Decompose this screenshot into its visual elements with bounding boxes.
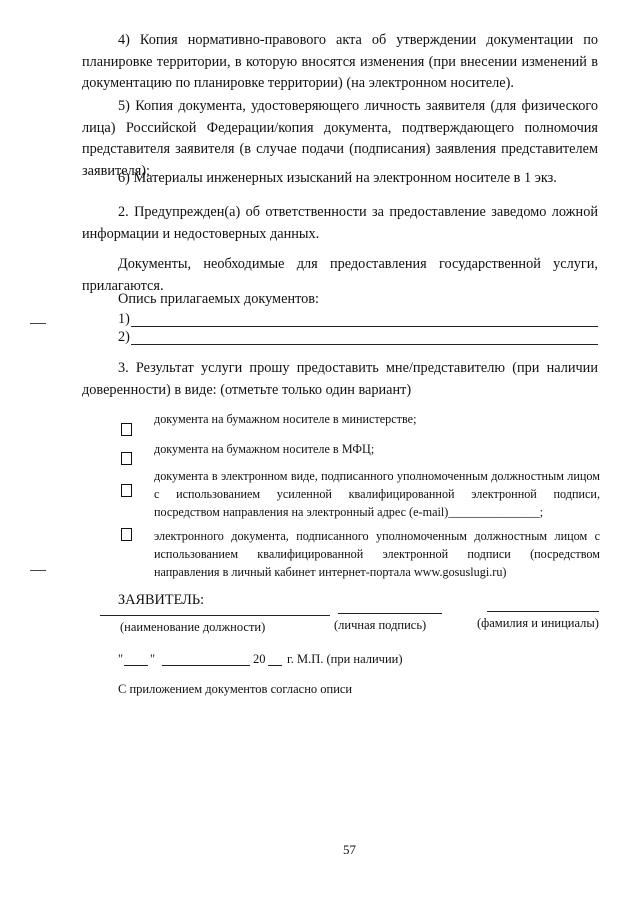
list-item-5: 5) Копия документа, удостоверяющего личность заявителя (для физического лица) Российской Федерации/копия документа, подтверждающего полномочия представителя заявителя (в случае подачи (подписания) заявления представителем заявителя); bbox=[82, 98, 598, 179]
date-year-line[interactable] bbox=[268, 665, 282, 666]
option-2-text: документа на бумажном носителе в МФЦ; bbox=[154, 442, 375, 456]
margin-mark bbox=[30, 323, 46, 324]
margin-mark bbox=[30, 570, 46, 571]
list-item-4: 4) Копия нормативно-правового акта об утверждении документации по планировке территории, в которую вносятся изменения (при внесении изменений в документацию по планировке территории) (на электронном носителе). bbox=[82, 32, 598, 91]
result-request-paragraph: 3. Результат услуги прошу предоставить мне/представителю (при наличии доверенности) в виде: (отметьте только один вариант) bbox=[82, 360, 598, 398]
position-line[interactable] bbox=[100, 615, 330, 616]
applicant-heading: ЗАЯВИТЕЛЬ: bbox=[118, 592, 205, 608]
option-4-checkbox[interactable] bbox=[121, 528, 132, 541]
name-line[interactable] bbox=[487, 611, 599, 612]
inventory-row-2-label: 2) bbox=[118, 329, 130, 345]
position-caption: (наименование должности) bbox=[120, 620, 266, 634]
signature-caption: (личная подпись) bbox=[334, 618, 427, 632]
inventory-row-2-line[interactable] bbox=[131, 344, 598, 345]
inventory-title: Опись прилагаемых документов: bbox=[118, 291, 320, 307]
signature-line[interactable] bbox=[338, 613, 442, 614]
option-1-text: документа на бумажном носителе в министерстве; bbox=[154, 412, 417, 426]
page-number: 57 bbox=[343, 842, 356, 857]
date-year-prefix: 20 bbox=[253, 652, 266, 666]
date-day-line[interactable] bbox=[124, 665, 148, 666]
date-month-line[interactable] bbox=[162, 665, 250, 666]
date-stamp-note: г. М.П. (при наличии) bbox=[287, 652, 403, 666]
inventory-row-1-label: 1) bbox=[118, 311, 130, 327]
option-3-text: документа в электронном виде, подписанного уполномоченным должностным лицом с использованием усиленной квалифицированной электронной подписи, посредством направления на электронный адрес (e-mail)_______________; bbox=[154, 469, 600, 519]
option-1-checkbox[interactable] bbox=[121, 423, 132, 436]
option-3-checkbox[interactable] bbox=[121, 484, 132, 497]
documents-attached-paragraph: Документы, необходимые для предоставления государственной услуги, прилагаются. bbox=[82, 256, 598, 294]
list-item-6: 6) Материалы инженерных изысканий на электронном носителе в 1 экз. bbox=[118, 170, 557, 186]
attachment-note: С приложением документов согласно описи bbox=[118, 682, 353, 696]
option-2-checkbox[interactable] bbox=[121, 452, 132, 465]
name-caption: (фамилия и инициалы) bbox=[477, 616, 599, 630]
date-close-quote: " bbox=[150, 652, 156, 666]
inventory-row-1-line[interactable] bbox=[131, 326, 598, 327]
option-4-text: электронного документа, подписанного уполномоченным должностным лицом с использованием квалифицированной электронной подписи (посредством направления в личный кабинет интернет-портала www.gosuslugi.ru) bbox=[154, 529, 600, 579]
warning-paragraph: 2. Предупрежден(а) об ответственности за предоставление заведомо ложной информации и недостоверных данных. bbox=[82, 204, 598, 242]
date-open-quote: " bbox=[118, 652, 124, 666]
